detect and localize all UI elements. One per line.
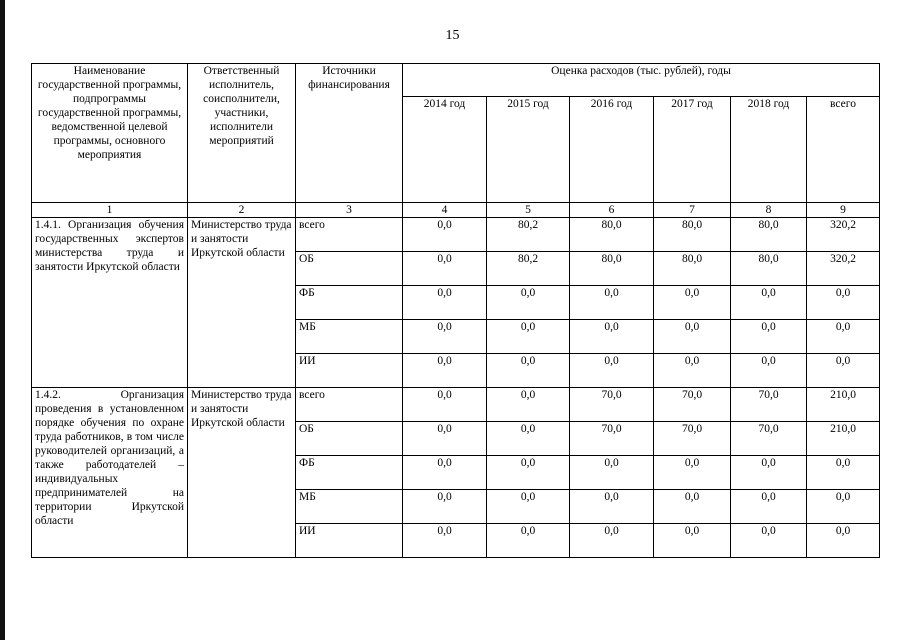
responsible-executor: Министерство труда и занятости Иркутской области [188,388,296,558]
value-cell: 0,0 [403,388,487,422]
activity-name: 1.4.2. Организация проведения в установленном порядке обучения по охране труда работников, в том числе руководителей организаций, а также работодателей – индивидуальных предпринимателей на территории Иркутской области [32,388,188,558]
funding-source: ФБ [296,286,403,320]
value-cell: 70,0 [654,422,731,456]
value-cell: 0,0 [731,286,807,320]
value-cell: 0,0 [654,320,731,354]
column-number: 9 [807,203,880,218]
table-row [32,218,880,252]
header-year: 2017 год [654,97,731,203]
header-year: 2015 год [487,97,570,203]
responsible-executor: Министерство труда и занятости Иркутской области [188,218,296,388]
header-sources: Источники финансирования [296,64,403,203]
header-expense-group: Оценка расходов (тыс. рублей), годы [403,64,880,97]
funding-source: ФБ [296,456,403,490]
header-year: 2014 год [403,97,487,203]
value-cell: 0,0 [487,456,570,490]
value-cell: 210,0 [807,388,880,422]
value-cell: 70,0 [654,388,731,422]
column-number-row [32,203,880,218]
value-cell: 80,0 [731,218,807,252]
value-cell: 0,0 [807,354,880,388]
value-cell: 80,0 [654,252,731,286]
header-year: 2018 год [731,97,807,203]
value-cell: 70,0 [731,422,807,456]
funding-source: ОБ [296,252,403,286]
header-total: всего [807,97,880,203]
budget-table [31,63,880,558]
funding-source: ОБ [296,422,403,456]
value-cell: 0,0 [654,286,731,320]
value-cell: 0,0 [731,524,807,558]
value-cell: 0,0 [403,286,487,320]
value-cell: 0,0 [731,456,807,490]
value-cell: 80,0 [654,218,731,252]
value-cell: 0,0 [403,354,487,388]
value-cell: 0,0 [731,490,807,524]
value-cell: 70,0 [570,388,654,422]
value-cell: 0,0 [807,320,880,354]
value-cell: 0,0 [731,320,807,354]
column-number: 7 [654,203,731,218]
value-cell: 0,0 [570,320,654,354]
header-responsible: Ответственный исполнитель, соисполнители, участники, исполнители мероприятий [188,64,296,203]
page-number: 15 [445,28,460,43]
column-number: 6 [570,203,654,218]
column-number: 1 [32,203,188,218]
value-cell: 0,0 [807,490,880,524]
value-cell: 80,0 [570,252,654,286]
value-cell: 0,0 [403,490,487,524]
value-cell: 0,0 [487,388,570,422]
value-cell: 0,0 [487,286,570,320]
value-cell: 0,0 [570,354,654,388]
value-cell: 0,0 [487,320,570,354]
scan-left-edge [0,0,5,640]
value-cell: 0,0 [403,524,487,558]
value-cell: 0,0 [403,422,487,456]
column-number: 2 [188,203,296,218]
column-number: 3 [296,203,403,218]
column-number: 8 [731,203,807,218]
value-cell: 0,0 [487,524,570,558]
value-cell: 0,0 [807,524,880,558]
value-cell: 0,0 [654,354,731,388]
value-cell: 320,2 [807,252,880,286]
funding-source: всего [296,218,403,252]
value-cell: 210,0 [807,422,880,456]
value-cell: 0,0 [487,422,570,456]
column-number: 4 [403,203,487,218]
value-cell: 0,0 [731,354,807,388]
table-row [32,388,880,422]
value-cell: 0,0 [654,456,731,490]
funding-source: ИИ [296,354,403,388]
value-cell: 0,0 [570,490,654,524]
value-cell: 0,0 [487,354,570,388]
funding-source: всего [296,388,403,422]
value-cell: 80,2 [487,218,570,252]
value-cell: 0,0 [403,218,487,252]
value-cell: 320,2 [807,218,880,252]
value-cell: 80,0 [731,252,807,286]
value-cell: 0,0 [403,320,487,354]
header-year: 2016 год [570,97,654,203]
value-cell: 80,2 [487,252,570,286]
header-name: Наименование государственной программы, подпрограммы государственной программы, ведомственной целевой программы, основного мероприятия [32,64,188,203]
value-cell: 0,0 [570,286,654,320]
value-cell: 0,0 [807,286,880,320]
funding-source: МБ [296,490,403,524]
value-cell: 0,0 [403,456,487,490]
value-cell: 0,0 [654,524,731,558]
activity-name: 1.4.1. Организация обучения государственных экспертов министерства труда и занятости Иркутской области [32,218,188,388]
value-cell: 0,0 [807,456,880,490]
value-cell: 0,0 [654,490,731,524]
value-cell: 0,0 [570,456,654,490]
funding-source: МБ [296,320,403,354]
value-cell: 70,0 [731,388,807,422]
column-number: 5 [487,203,570,218]
value-cell: 0,0 [403,252,487,286]
value-cell: 80,0 [570,218,654,252]
value-cell: 0,0 [570,524,654,558]
value-cell: 0,0 [487,490,570,524]
value-cell: 70,0 [570,422,654,456]
funding-source: ИИ [296,524,403,558]
